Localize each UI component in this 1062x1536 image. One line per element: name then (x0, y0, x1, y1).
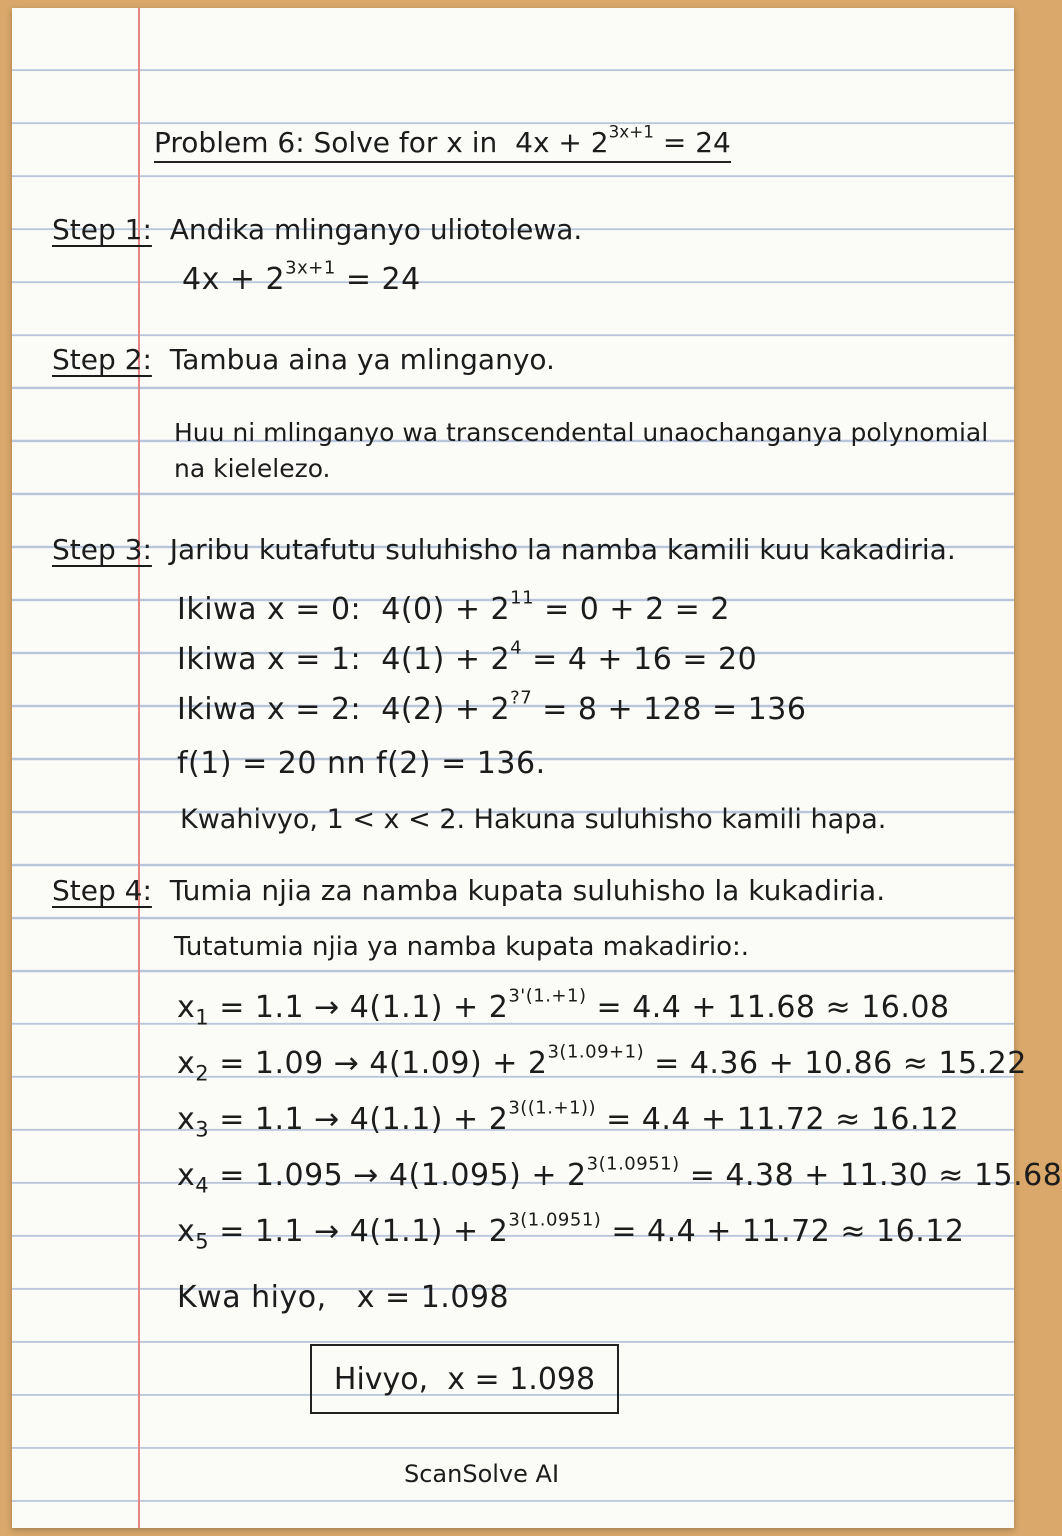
trial-condition: Ikiwa x = 2: (177, 692, 362, 727)
iteration-variable: x (177, 1158, 196, 1193)
footer-brand: ScanSolve AI (404, 1460, 560, 1488)
iteration-row (177, 1097, 960, 1142)
step-1-equation (182, 257, 421, 297)
iteration-variable: x (177, 1214, 196, 1249)
step-4-label: Step 4: (52, 874, 152, 907)
iteration-result: = 4.4 + 11.72 ≈ 16.12 (611, 1214, 965, 1249)
iteration-exponent: 3(1.09+1) (547, 1041, 645, 1063)
iteration-expression: 4(1.1) + 2 (349, 990, 509, 1025)
iteration-variable: x (177, 1102, 196, 1137)
title-prefix: Problem 6: Solve for x in (154, 126, 498, 159)
iteration-value: = 1.1 → (219, 990, 340, 1025)
answer-box (310, 1344, 619, 1414)
iteration-variable: x (177, 990, 196, 1025)
iteration-row (177, 1209, 965, 1254)
step-1-eq-exponent: 3x+1 (285, 257, 336, 279)
problem-title (154, 121, 731, 163)
iteration-exponent: 3(1.0951) (508, 1209, 602, 1231)
iteration-value: = 1.1 → (219, 1214, 340, 1249)
trial-exponent: 11 (510, 587, 535, 609)
step-4-intro: Tutatumia njia ya namba kupata makadirio:. (174, 932, 750, 962)
step-4-text: Tumia njia za namba kupata suluhisho la kukadiria. (169, 874, 886, 907)
iteration-index: 5 (195, 1229, 210, 1254)
trial-result: = 0 + 2 = 2 (544, 592, 730, 627)
trial-row (177, 687, 807, 727)
step-2-line-1: Huu ni mlinganyo wa transcendental unaochanganya polynomial (174, 418, 989, 447)
trial-result: = 8 + 128 = 136 (542, 692, 807, 727)
iteration-row (177, 985, 950, 1030)
trial-condition: Ikiwa x = 1: (177, 642, 362, 677)
step-4-heading (52, 874, 885, 907)
step-2-heading (52, 343, 555, 376)
step-1-label: Step 1: (52, 213, 152, 246)
iteration-result: = 4.38 + 11.30 ≈ 15.68 (689, 1158, 1062, 1193)
trial-result: = 4 + 16 = 20 (532, 642, 758, 677)
step-1-eq-lhs: 4x + 2 (182, 262, 286, 297)
trial-condition: Ikiwa x = 0: (177, 592, 362, 627)
trial-expression: 4(1) + 2 (381, 642, 511, 677)
step-2-label: Step 2: (52, 343, 152, 376)
title-equation-lhs: 4x + 2 (515, 126, 609, 159)
title-equation-rhs: = 24 (662, 126, 731, 159)
iteration-row (177, 1041, 1027, 1086)
notebook-page (12, 8, 1062, 1528)
trial-row (177, 637, 758, 677)
iteration-value: = 1.095 → (219, 1158, 379, 1193)
step-2-line-2: na kielelezo. (174, 454, 331, 483)
step-1-eq-rhs: = 24 (345, 262, 421, 297)
comparison-line: f(1) = 20 nn f(2) = 136. (177, 746, 546, 781)
iteration-result: = 4.4 + 11.72 ≈ 16.12 (606, 1102, 960, 1137)
step-3-conclusion: Kwahivyo, 1 < x < 2. Hakuna suluhisho kamili hapa. (180, 804, 887, 835)
iteration-expression: 4(1.1) + 2 (349, 1102, 509, 1137)
trial-expression: 4(0) + 2 (381, 592, 511, 627)
step-3-heading (52, 533, 956, 566)
iteration-variable: x (177, 1046, 196, 1081)
iteration-index: 2 (195, 1061, 210, 1086)
iteration-value: = 1.1 → (219, 1102, 340, 1137)
iteration-result: = 4.36 + 10.86 ≈ 15.22 (654, 1046, 1027, 1081)
iteration-expression: 4(1.1) + 2 (349, 1214, 509, 1249)
iteration-expression: 4(1.095) + 2 (388, 1158, 587, 1193)
step-3-label: Step 3: (52, 533, 152, 566)
iteration-result: = 4.4 + 11.68 ≈ 16.08 (596, 990, 950, 1025)
step-3-text: Jaribu kutafutu suluhisho la namba kamili kuu kakadiria. (169, 533, 956, 566)
trial-expression: 4(2) + 2 (381, 692, 511, 727)
step-1-heading (52, 213, 582, 246)
step-2-text: Tambua aina ya mlinganyo. (169, 343, 555, 376)
trial-exponent: 4 (510, 637, 523, 659)
iteration-expression: 4(1.09) + 2 (369, 1046, 548, 1081)
title-equation-exponent: 3x+1 (608, 121, 654, 142)
iteration-index: 3 (195, 1117, 210, 1142)
final-result-line: Kwa hiyo, x = 1.098 (177, 1280, 510, 1315)
step-1-text: Andika mlinganyo uliotolewa. (169, 213, 583, 246)
iteration-index: 1 (195, 1005, 210, 1030)
iteration-exponent: 3(1.0951) (586, 1153, 680, 1175)
trial-row (177, 587, 730, 627)
iteration-exponent: 3((1.+1)) (508, 1097, 597, 1119)
answer-text: Hivyo, x = 1.098 (333, 1361, 596, 1397)
iteration-value: = 1.09 → (219, 1046, 360, 1081)
iteration-exponent: 3'(1.+1) (508, 985, 587, 1007)
iteration-row (177, 1153, 1062, 1198)
iteration-index: 4 (195, 1173, 210, 1198)
trial-exponent: ?7 (510, 687, 533, 709)
